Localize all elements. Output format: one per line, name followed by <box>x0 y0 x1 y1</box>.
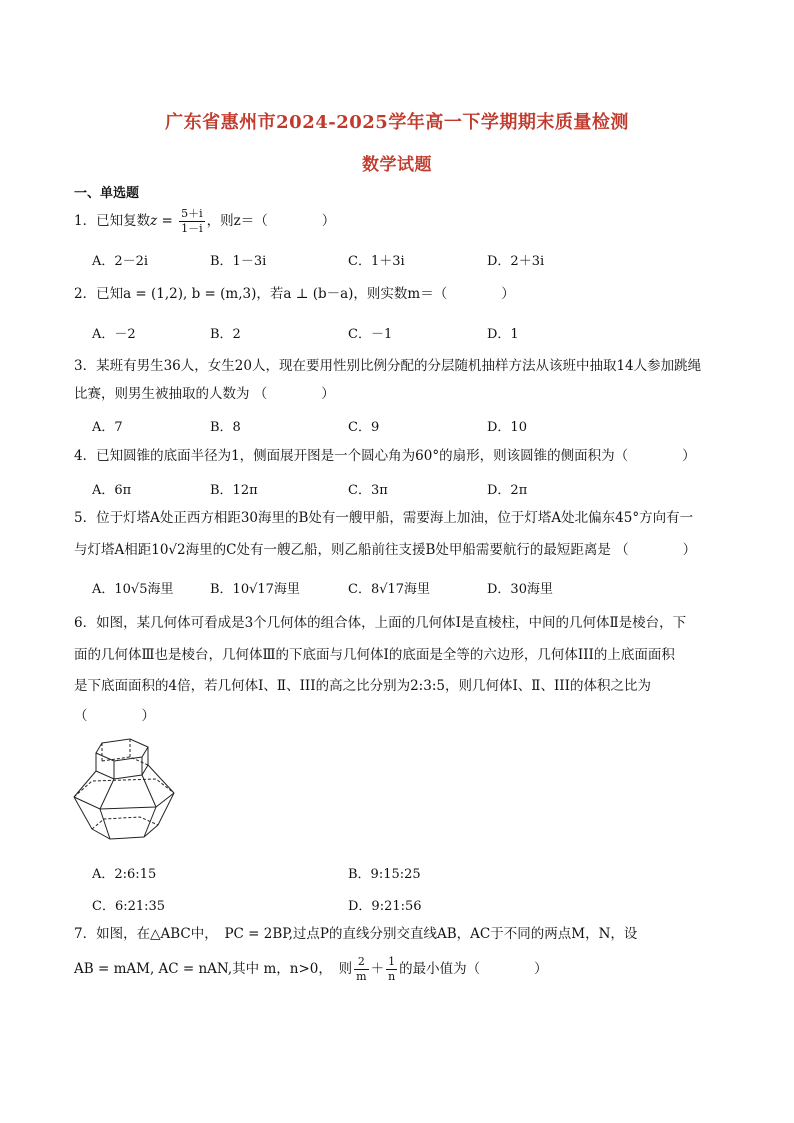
question-3-line-1: 3．某班有男生36人，女生20人，现在要用性别比例分配的分层随机抽样方法从该班中抽取14人参加跳绳 <box>74 358 702 374</box>
q1-numerator: 5＋i <box>181 207 203 220</box>
q1-fraction <box>179 207 205 236</box>
q1-option-b: B．1－3i <box>210 254 267 269</box>
q2-option-b: B．2 <box>210 327 241 342</box>
polyhedron-figure <box>70 735 180 849</box>
q1-suffix: ，则z＝（ ） <box>206 213 336 229</box>
q1-option-a: A．2－2i <box>92 254 149 269</box>
question-1 <box>74 205 724 237</box>
q1-eq: = <box>157 213 178 229</box>
exam-subtitle: 数学试题 <box>362 155 432 175</box>
q1-option-c: C．1＋3i <box>348 254 405 269</box>
q4-option-d: D．2π <box>487 483 528 498</box>
q2-option-a: A．－2 <box>92 327 136 342</box>
q1-z: z <box>150 213 158 229</box>
q6-option-a: A．2:6:15 <box>92 867 157 882</box>
q7-frac2-numerator: 1 <box>386 955 397 970</box>
q4-option-c: C．3π <box>348 483 388 498</box>
question-6-line-3: 是下底面面积的4倍，若几何体Ⅰ、Ⅱ、III的高之比分别为2:3:5，则几何体Ⅰ、Ⅱ、III的体积之比为 <box>74 678 651 694</box>
q5-option-d: D．30海里 <box>487 582 553 597</box>
q7-fraction-2 <box>386 955 397 984</box>
q4-option-b: B．12π <box>210 483 258 498</box>
question-3-line-2: 比赛，则男生被抽取的人数为 （ ） <box>74 386 335 402</box>
q3-option-b: B．8 <box>210 420 241 435</box>
q5-option-b: B．10√17海里 <box>210 582 300 597</box>
q7-plus: ＋ <box>370 961 385 977</box>
section-heading: 一、单选题 <box>74 186 140 201</box>
q5-option-a: A．10√5海里 <box>92 582 174 597</box>
q6-option-b: B．9:15:25 <box>348 867 421 882</box>
q3-option-d: D．10 <box>487 420 527 435</box>
q1-denominator: 1－i <box>181 222 203 235</box>
q1-option-d: D．2＋3i <box>487 254 545 269</box>
question-7-line-1: 7．如图，在△ABC中， PC = 2BP,过点P的直线分别交直线AB，AC于不同的两点M，N，设 <box>74 926 638 942</box>
exam-title: 广东省惠州市2024-2025学年高一下学期期末质量检测 <box>165 112 629 133</box>
q6-option-c: C．6:21:35 <box>92 899 166 914</box>
question-5-line-2: 与灯塔A相距10√2海里的C处有一艘乙船，则乙船前往支援B处甲船需要航行的最短距离是 （ ） <box>74 542 697 558</box>
question-7-line-2 <box>74 955 724 984</box>
q7-frac1-numerator: 2 <box>354 955 368 970</box>
question-6-line-4: （ ） <box>74 708 155 724</box>
question-6-line-1: 6．如图，某几何体可看成是3个几何体的组合体，上面的几何体Ⅰ是直棱柱，中间的几何体Ⅱ是棱台，下 <box>74 615 687 631</box>
hexagonal-solid-diagram <box>70 735 180 845</box>
question-4: 4．已知圆锥的底面半径为1，侧面展开图是一个圆心角为60°的扇形，则该圆锥的侧面积为（ ） <box>74 448 696 464</box>
q5-option-c: C．8√17海里 <box>348 582 431 597</box>
question-6-line-2: 面的几何体Ⅲ也是棱台，几何体Ⅲ的下底面与几何体Ⅰ的底面是全等的六边形，几何体III的上底面面积 <box>74 647 675 663</box>
q7-fraction-1 <box>354 955 368 984</box>
q7-frac2-denominator: n <box>388 970 396 983</box>
q4-option-a: A．6π <box>92 483 132 498</box>
q3-option-a: A．7 <box>92 420 123 435</box>
q7-line-2-end: 的最小值为（ ） <box>399 961 548 977</box>
question-5-line-1: 5．位于灯塔A处正西方相距30海里的B处有一艘甲船，需要海上加油，位于灯塔A处北偏东45°方向有一 <box>74 510 694 526</box>
q2-option-c: C．－1 <box>348 327 393 342</box>
q7-frac1-denominator: m <box>356 970 367 983</box>
q3-option-c: C．9 <box>348 420 380 435</box>
q6-option-d: D．9:21:56 <box>348 899 422 914</box>
question-2: 2．已知a = (1,2), b = (m,3)，若a ⊥ (b－a)，则实数m＝（ ） <box>74 286 515 302</box>
q7-line-2-start: AB = mAM, AC = nAN,其中 m，n>0， 则 <box>74 961 353 977</box>
q1-prefix: 1．已知复数 <box>74 213 151 229</box>
q2-option-d: D．1 <box>487 327 519 342</box>
